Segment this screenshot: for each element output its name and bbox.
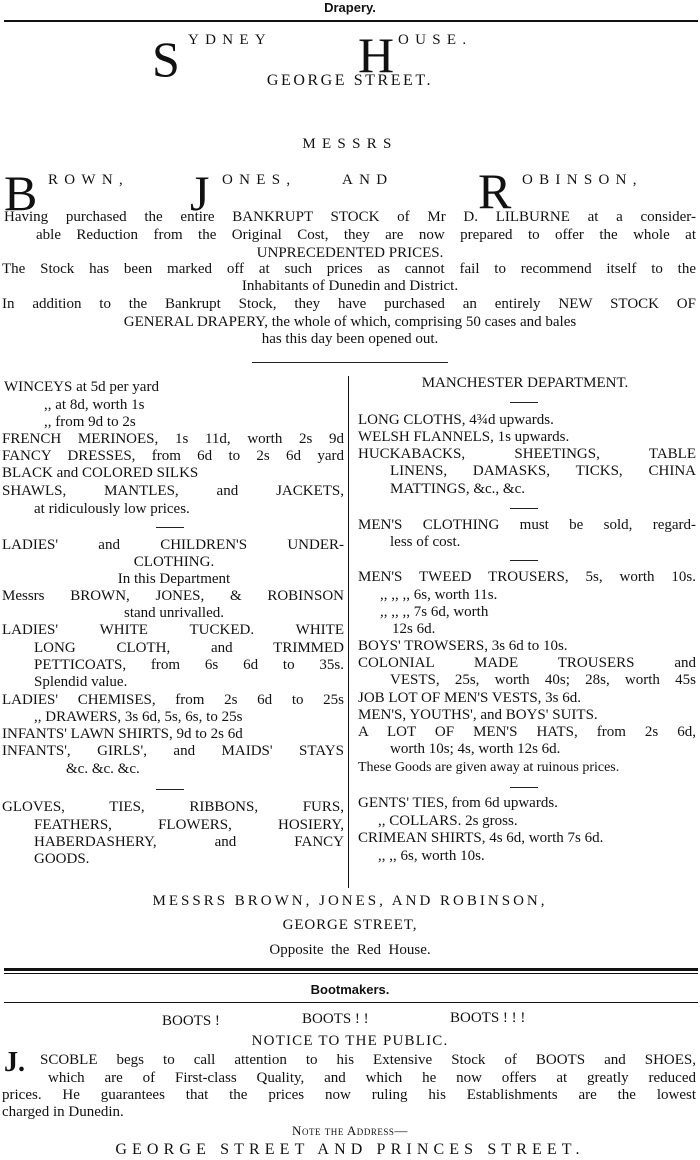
left-item: ,, from 9d to 2s [44,414,136,430]
note-address: Note the Address— [292,1123,408,1138]
right-item: COLONIAL MADE TROUSERS and [358,655,696,671]
firm-and: AND [342,172,394,188]
intro-line: GENERAL DRAPERY, the whole of which, comprising 50 cases and bales [123,314,577,330]
section-divider-thin [4,973,698,974]
street-title: GEORGE STREET. [266,72,434,89]
right-item: worth 10s; 4s, worth 12s 6d. [390,741,561,757]
firm-jones: ONES, [222,172,297,188]
firm-brown: ROWN, [48,172,130,188]
initial-r: R [478,163,512,219]
boots-3: BOOTS ! ! ! [450,1010,526,1026]
scoble-line: which are of First-class Quality, and which he now offers at greatly reduced [48,1070,696,1086]
house-word-sydney: YDNEY [188,32,272,48]
left-item: stand unrivalled. [124,605,224,621]
initial-j: J [190,165,210,221]
notice-title: NOTICE TO THE PUBLIC. [251,1033,449,1049]
right-item: less of cost. [390,534,461,550]
footer-firm: MESSRS BROWN, JONES, AND ROBINSON, [152,893,548,909]
left-item: INFANTS', GIRLS', and MAIDS' STAYS [2,743,344,759]
left-item: Messrs BROWN, JONES, & ROBINSON [2,588,344,604]
footer-opposite: Opposite the Red House. [269,942,431,958]
right-separator [510,402,538,403]
right-item: HUCKABACKS, SHEETINGS, TABLE [358,446,696,462]
right-item: JOB LOT OF MEN'S VESTS, 3s 6d. [358,690,582,706]
messrs-title: MESSRS [302,136,398,152]
right-item: These Goods are given away at ruinous prices. [358,760,620,775]
intro-line: has this day been opened out. [261,331,439,347]
right-item: 12s 6d. [392,621,436,637]
scoble-line: charged in Dunedin. [2,1104,124,1120]
right-item: GENTS' TIES, from 6d upwards. [358,795,558,811]
left-item: FEATHERS, FLOWERS, HOSIERY, [34,817,344,833]
right-item: LINENS, DAMASKS, TICKS, CHINA [390,463,696,479]
right-separator [510,508,538,509]
right-item: ,, COLLARS. 2s gross. [378,813,518,829]
intro-line: UNPRECEDENTED PRICES. [256,245,444,261]
right-item: MEN'S CLOTHING must be sold, regard- [358,517,696,533]
right-item: VESTS, 25s, worth 40s; 28s, worth 45s [390,672,696,688]
left-item: WINCEYS at 5d per yard [4,379,159,395]
initial-s: S [152,31,180,87]
intro-line: Having purchased the entire BANKRUPT STOCK of Mr D. LILBURNE at a consider- [4,209,696,225]
section-divider-thick [4,968,698,971]
right-separator [510,787,538,788]
left-item: LADIES' WHITE TUCKED. WHITE [2,622,344,638]
boots-2: BOOTS ! ! [302,1011,369,1027]
left-item: at ridiculously low prices. [34,501,190,517]
left-item: &c. &c. &c. [66,761,140,777]
right-separator [510,560,538,561]
left-item: FRENCH MERINOES, 1s 11d, worth 2s 9d [2,431,344,447]
right-item: WELSH FLANNELS, 1s upwards. [358,429,570,445]
left-item: GOODS. [34,851,90,867]
right-item: ,, ,, ,, 7s 6d, worth [380,604,489,620]
address: GEORGE STREET AND PRINCES STREET. [115,1141,585,1158]
left-item: LADIES' and CHILDREN'S UNDER- [2,537,344,553]
right-item: MEN'S TWEED TROUSERS, 5s, worth 10s. [358,569,696,585]
initial-h: H [358,27,395,83]
left-item: Splendid value. [34,674,128,690]
intro-line: able Reduction from the Original Cost, they are now prepared to offer the whole at [36,227,696,243]
left-item: PETTICOATS, from 6s 6d to 35s. [34,657,344,673]
left-item: HABERDASHERY, and FANCY [34,834,344,850]
section-title-drapery: Drapery. [324,0,376,15]
left-item: INFANTS' LAWN SHIRTS, 9d to 2s 6d [2,726,243,742]
left-item: ,, DRAWERS, 3s 6d, 5s, 6s, to 25s [34,709,243,725]
section-title-bootmakers: Bootmakers. [310,982,390,997]
intro-line: The Stock has been marked off at such prices as cannot fail to recommend itself to the [2,261,696,277]
right-item: ,, ,, ,, 6s, worth 11s. [380,587,498,603]
intro-separator [252,362,448,363]
right-item: A LOT OF MEN'S HATS, from 2s 6d, [358,724,696,740]
firm-robinson: OBINSON, [522,172,643,188]
column-divider [348,376,349,888]
right-item: MANCHESTER DEPARTMENT. [421,375,629,391]
house-word-house: OUSE. [398,32,473,48]
left-item: LONG CLOTH, and TRIMMED [34,640,344,656]
left-separator [156,527,184,528]
scoble-line: prices. He guarantees that the prices now ruling his Establishments are the lowest [2,1087,696,1103]
intro-line: In addition to the Bankrupt Stock, they have purchased an entirely NEW STOCK OF [2,296,696,312]
right-item: MEN'S, YOUTHS', and BOYS' SUITS. [358,707,598,723]
left-item: FANCY DRESSES, from 6d to 2s 6d yard [2,448,344,464]
right-item: LONG CLOTHS, 4¾d upwards. [358,412,554,428]
left-item: GLOVES, TIES, RIBBONS, FURS, [2,799,344,815]
left-item: In this Department [117,571,231,587]
right-item: MATTINGS, &c., &c. [390,481,525,497]
left-item: LADIES' CHEMISES, from 2s 6d to 25s [2,692,344,708]
left-separator [156,789,184,790]
left-item: CLOTHING. [133,554,215,570]
left-item: SHAWLS, MANTLES, and JACKETS, [2,483,344,499]
section-rule-top [4,20,698,22]
right-item: ,, ,, 6s, worth 10s. [378,848,485,864]
scoble-line: SCOBLE begs to call attention to his Extensive Stock of BOOTS and SHOES, [40,1052,696,1068]
left-item: BLACK and COLORED SILKS [2,465,199,481]
bootmakers-rule [4,1002,698,1003]
right-item: CRIMEAN SHIRTS, 4s 6d, worth 7s 6d. [358,830,604,846]
right-item: BOYS' TROWSERS, 3s 6d to 10s. [358,638,568,654]
left-item: ,, at 8d, worth 1s [44,397,145,413]
footer-street: GEORGE STREET, [282,917,418,933]
initial-b: B [4,165,38,221]
intro-line: Inhabitants of Dunedin and District. [241,278,459,294]
boots-1: BOOTS ! [162,1013,220,1029]
initial-j-scoble: J. [4,1047,25,1078]
